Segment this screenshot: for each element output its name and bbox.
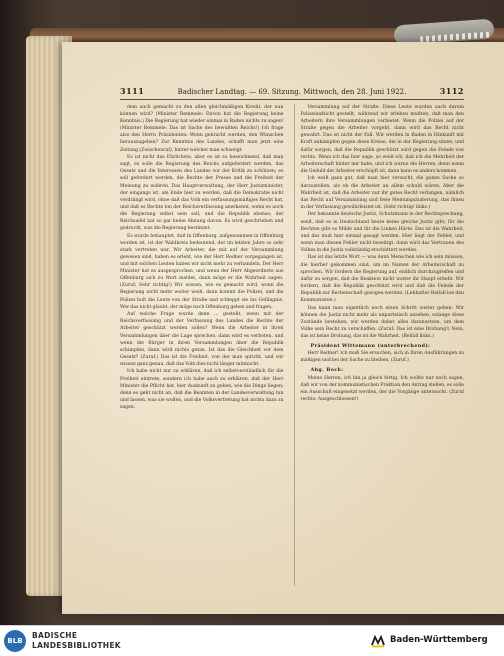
paragraph: Herr Redner! Ich muß Sie ersuchen, sich in Ihren Ausführungen zu mäßigen und bei der Sache zu bleiben. (Zuruf.) [300,351,464,364]
text-columns [120,104,464,586]
paragraph: Versammlung auf der Straße. Diese Leute wurden auch darum Polizeiaufsicht gestellt, während wir erleben mußten, daß man den Arbeitern ihre Versammlungen verbietet. Wenn die Polizei auf der Straße gegen die Arbeiter vorgeht, dann wird das Recht nicht gewahrt. Das ist nicht der Fall. Wir werden in Baden in Hinkunft mit Kraft ankämpfen gegen diese Kreise, die in der Regierung sitzen, und dafür sorgen, daß die Republik geschützt wird gegen die Feinde von rechts. Wenn ich das hier sage, so weiß ich, daß ich die Mehrheit der Arbeiterschaft hinter mir habe, und ich warne die Herren, denn wenn die Geduld der Arbeiter erschöpft ist, dann kann es anders kommen. [300,105,464,174]
paragraph: Das kann man eigentlich noch einen Schritt weiter gehen: Wir können die Justiz nicht mehr als unparteiisch ansehen, solange diese Zustände bestehen; wir werden daher alles daransetzen, um dem Volke sein Recht zu verschaffen. (Zuruf: Das ist eine Drohung!) Nein, das ist keine Drohung, das ist die Wahrheit. (Beifall links.) [300,305,464,339]
paragraph: Es ist nicht das Ehrlichste, aber es ist so bezeichnend, daß man sagt, es solle die Regierung des Reichs aufgefordert werden, das Gesetz und die Interessen des Landes vor der Kritik zu schützen; es soll gefordert werden, die Rechte der Presse und die Freiheit der Meinung zu wahren. Das Hauptverwaltung, der Herr Justizminister, der eingangs ist, am Ende hier zu werden, daß die Demokratie nicht verdrängt wird, ohne daß das Volk ein verfassungsmäßiges Recht hat, und daß es Rechte bei der Reichsverfassung anerkennt, wenn es auch die Regierung selbst sein soll, und die Republik ebenso; der Reichsadel hat so gar keine Ahnung davon. Es wird geschrieben und gedruckt, was die Regierung bestimmt. [120,155,284,232]
blb-library-name[interactable] [32,631,121,651]
baden-wuerttemberg-name[interactable]: Baden-Württemberg [390,635,488,645]
library-footer-bar [0,625,504,656]
paragraph: Das ist das letzte Wort — was denn Menschen wie ich sein müssen, die hierher gekommen sind, um im Namen der Arbeiterschaft zu sprechen. Wir fordern die Regierung auf, endlich durchzugreifen und dafür zu sorgen, daß die Reaktion nicht weiter ihr Haupt erhebt. Wir fordern, daß die Republik geschützt wird und daß die Feinde der Republik zur Rechenschaft gezogen werden. (Lebhafter Beifall bei den Kommunisten.) [300,255,464,304]
blb-name-line-2: LANDESBIBLIOTHEK [32,641,121,650]
right-column [294,104,465,586]
running-title: Badischer Landtag. — 69. Sitzung. Mittwoch, den 28. Juni 1922. [177,88,407,96]
paragraph: Meine Herren, ich bin ja gleich fertig. Ich wollte nur noch sagen, daß wir von der kommunistischen Fraktion den Antrag stellen, es solle ein Ausschuß eingesetzt werden, der die Vorgänge untersucht. (Zuruf rechts: Ausgeschlossen!) [300,375,464,402]
paragraph: dem auch gemacht zu den allen gleichmäßigen Kredit, der nun können wird? (Minister Remmele: Davon hat die Regierung keine Kenntnis.) Die Regierung hat wieder einmal in Baden nichts zu sagen! (Minister Remmele: Das ist Sache des bewußten Reichs!) Ich frage also den Herrn Präsidenten: Wenn gebracht werden, den Wünschen herauszugehen? Zur Kenntnis des Landes, schafft man jetzt eine Zeitung (Zwischenruf), hinter welcher man schweigt. [120,105,284,153]
paragraph: Auf welche Frage wurde denn ... gestellt, wenn mit der Reichsverfassung und der Verfassung des Landes die Rechte der Arbeiter geschützt werden sollen? Wenn die Arbeiter in ihren Versammlungen über die Lage sprechen, dann wird es verboten, und wenn die Bürger in ihren Versammlungen über die Republik schimpfen, dann wird nichts getan. Ist das die Gleichheit vor dem Gesetz? (Zuruf.) Das ist die Freiheit, von der man spricht, und wir wissen ganz genau, daß das Volk dies nicht länger mitmacht. [120,312,284,367]
page-header [120,86,464,98]
paragraph: Ich weiß ganz gut, daß man hier versucht, die ganze Sache so darzustellen, als ob die Arbeiter an allem schuld wären. Aber die Wahrheit ist, daß die Arbeiter nur ihr gutes Recht verlangen, nämlich das Recht auf Versammlung und freie Meinungsäußerung, das ihnen in der Verfassung gewährleistet ist. (Sehr richtig! links.) [300,176,464,210]
header-rule [120,99,464,100]
blb-name-line-1: BADISCHE [32,631,78,640]
page-number-left: 3111 [120,86,145,96]
speaker-heading: Präsident Wittemann (unterbrechend): [310,343,431,350]
paragraph: Ich habe nicht nur zu erklären, daß ich selbstverständlich für die Freiheit eintrete, sondern ich habe auch zu erklären, daß der Herr Minister die Pflicht hat, hier Auskunft zu geben, wie die Dinge liegen; denn es geht nicht an, daß die Beamten in der Landesverwaltung tun und lassen, was sie wollen, und die Volksvertretung hat nichts dazu zu sagen. [120,369,284,410]
blb-logo-icon[interactable]: BLB [4,630,26,652]
baden-wuerttemberg-logo-icon[interactable] [370,634,386,648]
book-page [62,42,504,614]
paragraph: Der bekannte deutsche Justiz, Schutzmann in der Rechtsprechung, weiß, daß es in Deutschland heute keine gleiche Justiz gibt; für die Rechten gibt es Milde und für die Linken Härte. Das ist die Wahrheit, und das muß hier einmal gesagt werden. Hier liegt der Fehler, und wenn man diesen Fehler nicht beseitigt, dann wird das Vertrauen des Volkes in die Justiz vollständig erschüttert werden. [300,212,464,253]
left-column [120,104,284,586]
paragraph: Es wurde behauptet, daß in Offenburg, aufgenommen in Offenburg worden ist, ist der Wahlkreis bedeutend, der im letzten Jahre so sehr stark vertreten war. Wir Arbeiter, die mit auf der Versammlung gewesen sind, haben es erlebt, wie der Herr Redner vorgegangen ist, und mit solchen Leuten haben wir nicht mehr zu verhandeln. Der Herr Minister hat es ausgesprochen, und wenn der Herr Abgeordnete aus Offenburg sich zu Wort meldet, dann möge er die Wahrheit sagen. (Zuruf: Sehr richtig!) Wir wissen, wie es gemacht wird, wenn die Regierung nicht mehr weiter weiß, dann kommt die Polizei, und die Polizei holt die Leute von der Straße und schleppt sie ins Gefängnis. Wer das nicht glaubt, der möge nach Offenburg gehen und fragen. [120,233,284,310]
speaker-heading: Abg. Bock: [310,367,344,374]
page-number-right: 3112 [439,86,464,96]
